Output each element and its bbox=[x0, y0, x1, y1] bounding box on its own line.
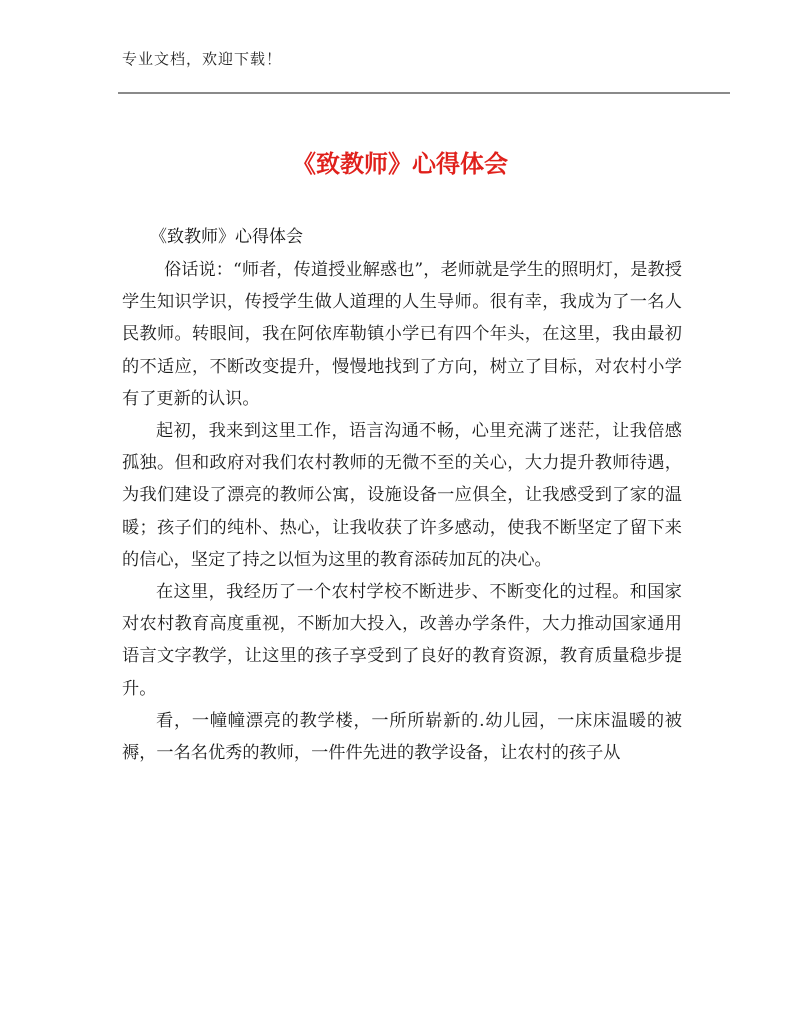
document-body bbox=[122, 254, 682, 769]
paragraph: 看，一幢幢漂亮的教学楼，一所所崭新的.幼儿园，一床床温暖的被褥，一名名优秀的教师，一件件先进的教学设备，让农村的孩子从 bbox=[122, 710, 682, 764]
paragraph: 起初，我来到这里工作，语言沟通不畅，心里充满了迷茫，让我倍感孤独。但和政府对我们农村教师的无微不至的关心，大力提升教师待遇，为我们建设了漂亮的教师公寓，设施设备一应俱全，让我感受到了家的温暖；孩子们的纯朴、热心，让我收获了许多感动，使我不断坚定了留下来的信心，坚定了持之以恒为这里的教育添砖加瓦的决心。 bbox=[122, 421, 682, 570]
section-subtitle: 《致教师》心得体会 bbox=[150, 227, 303, 247]
header-divider bbox=[118, 92, 730, 94]
paragraph: 在这里，我经历了一个农村学校不断进步、不断变化的过程。和国家对农村教育高度重视，不断加大投入，改善办学条件，大力推动国家通用语言文字教学，让这里的孩子享受到了良好的教育资源，教育质量稳步提升。 bbox=[122, 582, 682, 699]
paragraph: 俗话说：“师者，传道授业解惑也”，老师就是学生的照明灯，是教授学生知识学识，传授学生做人道理的人生导师。很有幸，我成为了一名人民教师。转眼间，我在阿依库勒镇小学已有四个年头，在这里，我由最初的不适应，不断改变提升，慢慢地找到了方向，树立了目标，对农村小学有了更新的认识。 bbox=[122, 260, 682, 409]
document-title: 《致教师》心得体会 bbox=[292, 150, 508, 178]
header-note: 专业文档，欢迎下载！ bbox=[122, 50, 283, 68]
